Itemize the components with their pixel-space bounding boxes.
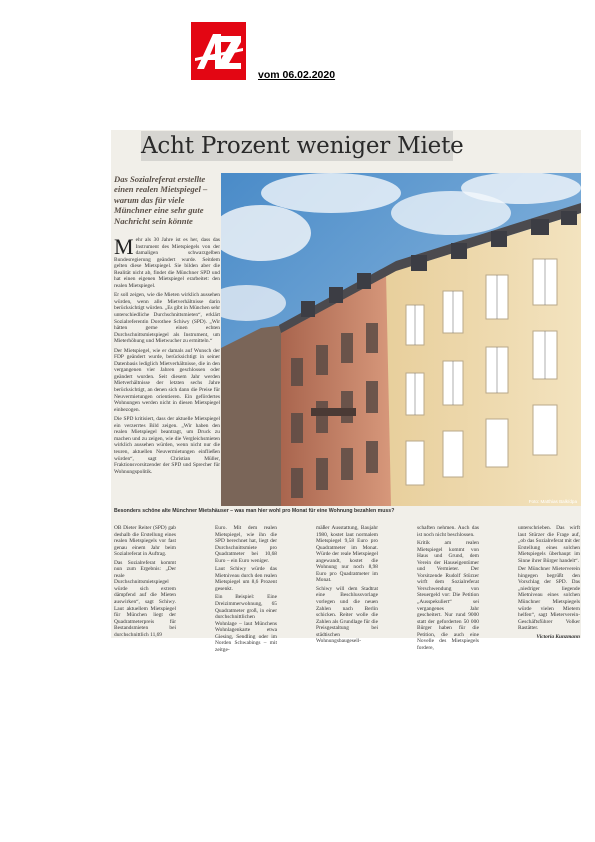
article-photo (221, 173, 581, 506)
text-column (114, 525, 176, 640)
paragraph: Kritik am realen Mietspiegel kommt von Haus und Grund, dem Verein der Hauseigentümer und Vermieter. Der Vorsitzende Rudolf Stürzer wirft dem Sozialreferat Verschwendung von Steuergeld vor: Die Petition „Ausspekuliert“ sei vergangenes Jahr gescheitert. Nur rund 9000 statt der geforderten 50 000 Bürger haben für die Petition, die auch eine Novelle des Mietspiegels fordere, (417, 540, 479, 651)
text-column (518, 525, 580, 642)
body-columns (114, 525, 581, 653)
author-byline: Victoria Kunzmann (536, 633, 580, 640)
building-facades-image (221, 173, 581, 506)
article-lead: Das Sozialreferat erstellte einen realen Mietspiegel – warum das für viele Münchner eine sehr gute Nachricht sein könnte (114, 174, 208, 226)
text-column (417, 525, 479, 653)
text-column (215, 525, 277, 655)
paragraph (114, 234, 220, 289)
paragraph: unterschrieben. Das wirft laut Stürzer die Frage auf, „ob das Sozialreferat mit der Erstellung eines solchen Mietspiegels überhaupt im Sinne ihrer Bürger handelt“. (518, 525, 580, 564)
drop-cap: M (114, 234, 134, 259)
photo-credit: Foto: Matthias Balk/dpa (528, 499, 577, 504)
photo-caption: Besonders schöne alte Münchner Mietshäuser – was man hier wohl pro Monat für eine Wohnung bezahlen muss? (114, 508, 395, 514)
paragraph: mäßer Ausstattung, Baujahr 1980, kostet laut normalem Mietspiegel 9,58 Euro pro Quadratmeter im Monat. Würde der reale Mietspiegel angewandt, kostet die Wohnung nur noch 8,98 Euro pro Quadratmeter im Monat. (316, 525, 378, 584)
paragraph-text: ehr als 30 Jahre ist es her, dass das Instrument des Mietspiegels von der damaligen schwarzgelben Bundesregierung geändert wurde. Seitdem gelten diese Mietspiegel. Sie bilden aber die Realität nicht ab, findet die Münchner SPD und hat einen eigenen Mietspiegel erarbeitet: den realen Mietspiegel. (114, 237, 220, 289)
paragraph: Laut Schiwy würde das Mietniveau durch den realen Mietspiegel um 8,6 Prozent gesenkt. (215, 566, 277, 592)
paragraph: schaften nehmen. Auch das ist noch nicht beschlossen. (417, 525, 479, 538)
paragraph: Das Sozialreferat kommt nun zum Ergebnis: „Der reale Durchschnittsmietspiegel würde sich extrem dämpfend auf die Mieten auswirken“, sagt Schiwy. Laut aktuellem Mietspiegel für München liegt der Quadratmeterpreis für Bestandsmieten bei durchschnittlich 11,69 (114, 559, 176, 638)
left-text-column (114, 234, 220, 478)
paragraph: Der Münchner Mieterverein hingegen begrüßt den Vorschlag der SPD. Das „niedriger liegende Mietniveau eines solchen Münchner Mietspiegels würde vielen Mietern helfen“, sagt Mieterverein-Geschäftsführer Volker Rastätter. (518, 566, 580, 632)
az-logo-mark (191, 22, 246, 80)
paragraph: Schiwy will dem Stadtrat eine Beschlussvorlage vorlegen und die neuen Zahlen nach Berlin schicken. Reiter wolle die Zahlen als Grundlage für die Preisgestaltung bei städtischen Wohnungsbaugesell- (316, 585, 378, 645)
paragraph: Die SPD kritisiert, dass der aktuelle Mietspiegel ein verzerrtes Bild zeigen. „Wir haben den realen Mietspiegel beantragt, um Druck zu machen und zu zeigen, wie die Vergleichsmieten wirklich aussehen würden, wenn nicht nur die teuren, aktuellen Neuvermietungen einfließen würden“, sagt Christian Müller, Fraktionsvorsitzender der SPD und Sprecher für Wohnungspolitik. (114, 416, 220, 475)
az-logo (191, 22, 246, 80)
text-column (316, 525, 378, 647)
paragraph: OB Dieter Reiter (SPD) gab deshalb die Erstellung eines realen Mietspiegels vor fast genau einem Jahr beim Sozialreferat in Auftrag. (114, 525, 176, 558)
paragraph: Ein Beispiel: Eine Dreizimmerwohnung, 65 Quadratmeter groß, in einer durchschnittlichen Wohnlage – laut Münchens Wohnlagenkarte etwa Giesing, Sendling oder im Norden Schwabings – mit zeitge- (215, 594, 277, 653)
publication-date: vom 06.02.2020 (258, 69, 336, 81)
paragraph: Euro. Mit dem realen Mietspiegel, wie ihn die SPD berechnet hat, liegt der Durchschnittsmiete pro Quadratmeter bei 10,68 Euro – ein Euro weniger. (215, 525, 277, 564)
paragraph: Der Mietspiegel, wie er damals auf Wunsch der FDP geändert wurde, berücksichtigt in seiner Datenbasis lediglich Mietverhältnisse, die in den vergangenen vier Jahren geschlossen oder geändert wurden. Seit diesem Jahr werden Mietverhältnisse der letzten sechs Jahre berücksichtigt, an denen sich dann die Preise für Neuvermietungen orientieren. Ein gefördertes Wohnungen werden nicht in diesen Mietspiegel einbezogen. (114, 347, 220, 413)
article-headline: Acht Prozent weniger Miete (141, 133, 464, 159)
paragraph: Er soll zeigen, wie die Mieten wirklich aussehen würden, wenn alle Mietverhältnisse darin berücksichtigt würden. „Es gibt in München sehr unterschiedliche Durchschnittsmieten“, erklärt Sozialreferentin Dorothee Schiwy (SPD). „Wir hätten gerne einen echten Durchschnittsmietspiegel als Instrument, um Mieterhöhung und Mietwucher zu ermitteln.“ (114, 292, 220, 345)
